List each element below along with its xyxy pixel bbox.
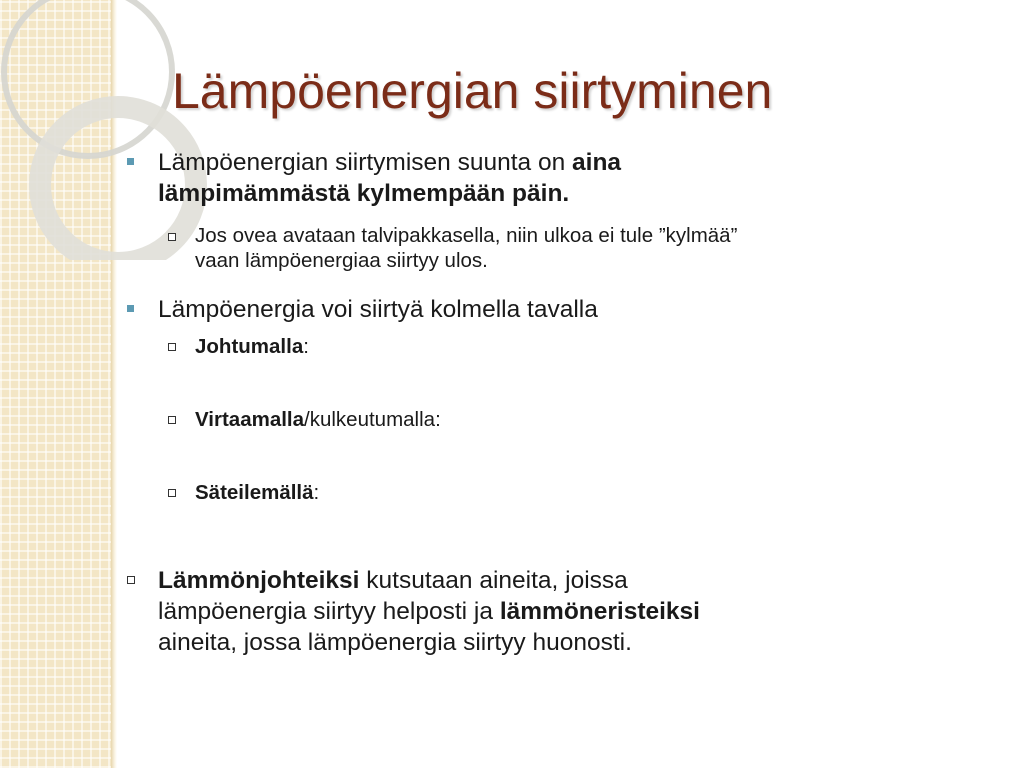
sub-bullet-1-1-line-2: vaan lämpöenergiaa siirtyy ulos. — [195, 249, 488, 272]
sub-bullet-marker — [168, 416, 176, 424]
bullet-3-text-1: kutsutaan aineita, joissa — [359, 567, 628, 594]
sub-bullet-2-2-bold: Virtaamalla — [195, 408, 305, 431]
bullet-1-bold-2: lämpimämmästä kylmempään päin. — [158, 180, 570, 207]
bullet-2: Lämpöenergia voi siirtyä kolmella tavalla — [158, 296, 598, 323]
sub-bullet-1-1-line-1: Jos ovea avataan talvipakkasella, niin ulkoa ei tule ”kylmää” — [195, 224, 738, 247]
sub-bullet-2-2-rest: /kulkeutumalla: — [304, 408, 441, 431]
sub-bullet-2-1 — [195, 334, 309, 359]
sub-bullet-marker — [168, 233, 176, 241]
sub-bullet-2-3-rest: : — [313, 481, 320, 504]
decorative-circles — [0, 0, 260, 260]
sub-bullet-2-3-bold: Säteilemällä — [195, 481, 314, 504]
bullet-1 — [158, 147, 918, 209]
sub-bullet-2-2 — [195, 407, 441, 432]
sub-bullet-marker — [127, 576, 135, 584]
bullet-3-text-2: lämpöenergia siirtyy helposti ja — [158, 598, 500, 625]
bullet-3-bold-2: lämmöneristeiksi — [499, 598, 700, 625]
sub-bullet-2-1-rest: : — [303, 335, 309, 358]
sub-bullet-1-1 — [195, 223, 935, 273]
bullet-1-text: Lämpöenergian siirtymisen suunta on — [158, 149, 573, 176]
bullet-1-bold-1: aina — [572, 149, 622, 176]
sub-bullet-2-3 — [195, 480, 319, 505]
sub-bullet-marker — [168, 343, 176, 351]
bullet-marker — [127, 158, 134, 165]
bullet-marker — [127, 305, 134, 312]
bullet-3 — [158, 565, 958, 658]
sub-bullet-marker — [168, 489, 176, 497]
slide-title: Lämpöenergian siirtyminen — [172, 63, 773, 119]
bullet-3-bold-1: Lämmönjohteiksi — [158, 567, 360, 594]
sub-bullet-2-1-bold: Johtumalla — [195, 335, 304, 358]
bullet-3-text-3: aineita, jossa lämpöenergia siirtyy huonosti. — [158, 629, 632, 656]
